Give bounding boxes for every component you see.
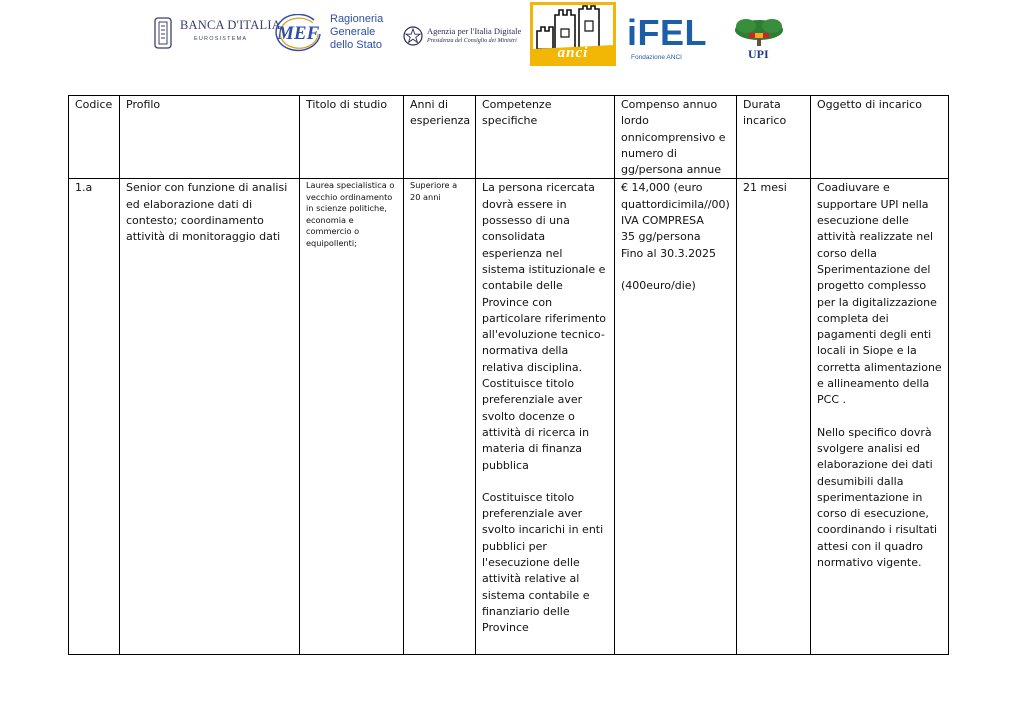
cell-compenso: [615, 179, 737, 655]
ifel-sub: Fondazione ANCI: [631, 54, 682, 61]
compenso-daily-rate: (400euro/die): [621, 278, 696, 292]
agid-sub: Presidenza del Consiglio dei Ministri: [427, 38, 517, 44]
header-competenze: Competenze specifiche: [476, 96, 615, 179]
header-oggetto: Oggetto di incarico: [811, 96, 949, 179]
cell-oggetto: [811, 179, 949, 655]
banca-italia-sub: EUROSISTEMA: [194, 36, 248, 42]
header-titolo: Titolo di studio: [300, 96, 404, 179]
header-durata: Durata incarico: [737, 96, 811, 179]
anci-word: anci: [557, 45, 589, 61]
paragraph-spacer: [817, 409, 942, 425]
mef-logo: [274, 10, 396, 58]
cell-competenze: [476, 179, 615, 655]
mef-line-2: Generale: [330, 26, 376, 38]
mef-line-1: Ragioneria: [330, 13, 384, 25]
ifel-name: iFEL: [627, 12, 707, 53]
upi-logo: [732, 16, 786, 66]
mef-mark-text: MEF: [277, 23, 320, 44]
compenso-amount: € 14,000 (euro quattordicimila//00) IVA COMPRESA: [621, 181, 730, 228]
table-header-row: [69, 96, 949, 179]
upi-word: UPI: [748, 47, 769, 61]
mef-line-3: dello Stato: [330, 39, 382, 51]
cell-titolo: Laurea specialistica o vecchio ordinamento in scienze politiche, economia e commercio o equipollenti;: [300, 179, 404, 655]
paragraph-spacer: [621, 262, 730, 278]
paragraph-spacer: [482, 474, 608, 490]
anci-logo: [530, 2, 616, 66]
cell-profilo: Senior con funzione di analisi ed elaborazione dati di contesto; coordinamento attività di monitoraggio dati: [120, 179, 300, 655]
banca-italia-emblem-icon: [152, 16, 174, 50]
ifel-logo: [627, 12, 727, 62]
cell-durata: 21 mesi: [737, 179, 811, 655]
header-codice: Codice: [69, 96, 120, 179]
republic-seal-icon: [403, 26, 423, 46]
job-profile-table: [68, 95, 949, 655]
banca-italia-logo: [152, 14, 281, 54]
header-compenso: Compenso annuo lordo onnicomprensivo e numero di gg/persona annue: [615, 96, 737, 179]
compenso-days: 35 gg/persona: [621, 230, 701, 244]
logo-header: [0, 0, 1024, 80]
oggetto-paragraph-2: Nello specifico dovrà svolgere analisi ed elaborazione dei dati desumibili dalla sperimentazione in corso di esecuzione, coordinando i risultati attesi con il quadro normativo vigente.: [817, 425, 938, 570]
competenze-paragraph-2: Costituisce titolo preferenziale aver svolto incarichi in enti pubblici per l'esecuzione delle attività relative al sistema contabile e finanziario delle Province: [482, 490, 604, 635]
competenze-paragraph-1: La persona ricercata dovrà essere in possesso di una consolidata esperienza nel sistema istituzionale e contabile delle Province con particolare riferimento all'evoluzione tecnico-normativa della relativa disciplina. Costituisce titolo preferenziale aver svolto docenze o attività di ricerca in materia di finanza pubblica: [482, 181, 607, 472]
cell-anni: Superiore a 20 anni: [404, 179, 476, 655]
agid-name: Agenzia per l'Italia Digitale: [427, 26, 522, 36]
cell-codice: 1.a: [69, 179, 120, 655]
table-row: [69, 179, 949, 655]
oggetto-paragraph-1: Coadiuvare e supportare UPI nella esecuzione delle attività realizzate nel corso della Sperimentazione del progetto complesso per la digitalizzazione completa dei pagamenti degli enti locali in Siope e la corretta alimentazione e allineamento della PCC .: [817, 181, 942, 407]
agid-logo: [403, 24, 527, 52]
header-anni: Anni di esperienza: [404, 96, 476, 179]
compenso-deadline: Fino al 30.3.2025: [621, 246, 717, 260]
header-profilo: Profilo: [120, 96, 300, 179]
banca-italia-name: BANCA D'ITALIA: [180, 18, 281, 32]
